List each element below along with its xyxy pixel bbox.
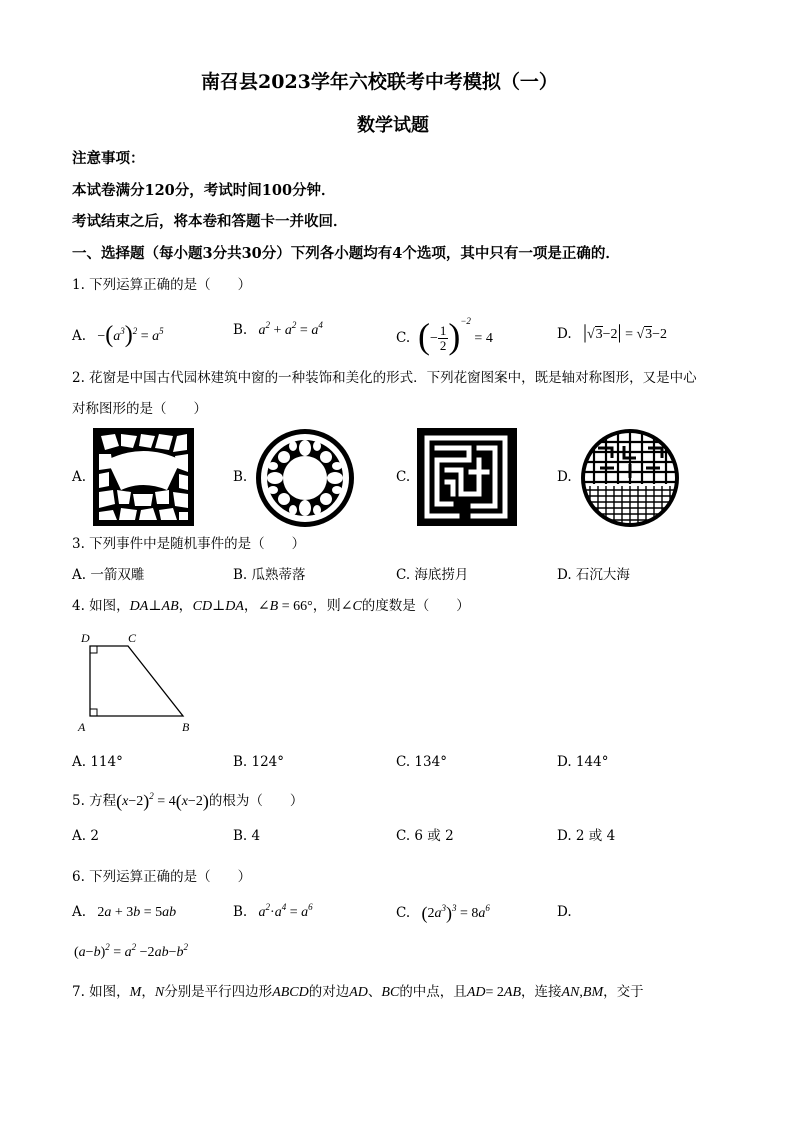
q1-option-b-label: B. xyxy=(233,322,248,338)
lattice-window-d xyxy=(580,428,680,528)
vertex-label-a: A xyxy=(78,720,86,734)
q5-option-c: C. 6 或 2 xyxy=(396,828,454,844)
notes-line-2: 考试结束之后，将本卷和答题卡一并收回． xyxy=(72,213,348,230)
q6-option-d xyxy=(557,906,572,920)
q6-option-b-label: B. xyxy=(233,904,248,920)
exam-title: 南召县2023学年六校联考中考模拟（一） xyxy=(201,71,558,93)
q2-option-a-label: A. xyxy=(72,469,87,485)
q6-option-b-expr: $a^2\cdot a^4 = a^6$ xyxy=(251,902,313,920)
q7-mid-4: 的中点，且 xyxy=(399,984,467,1000)
q7-stem-prefix: 7. 如图， xyxy=(72,984,130,1000)
q4-stem-suffix: 的度数是（ ） xyxy=(361,598,470,614)
q6-option-b xyxy=(233,902,313,920)
q5-stem-prefix: 5. 方程 xyxy=(72,793,117,809)
q3-option-a: A. 一箭双雕 xyxy=(72,567,145,583)
q4-stem-prefix: 4. 如图， xyxy=(72,598,130,614)
q6-option-c xyxy=(396,902,490,921)
question-7-stem: 7. 如图，M，N分别是平行四边形ABCD的对边AD、BC的中点，且AD= 2AB，连接AN,BM，交于 xyxy=(72,984,644,1000)
lattice-window-a xyxy=(93,428,194,526)
q6-option-c-expr: $(2a^3)^3 = 8a^6$ xyxy=(421,903,490,923)
q3-option-b: B. 瓜熟蒂落 xyxy=(233,567,306,583)
trapezoid-figure xyxy=(76,630,196,738)
q1-option-a-label: A. xyxy=(72,328,87,344)
q5-option-b: B. 4 xyxy=(233,828,261,844)
q7-mid-2: 的对边 xyxy=(308,984,350,1000)
q2-option-c-label: C. xyxy=(396,469,411,485)
q1-option-c-expr: (− $\frac{1}{2}$ )$^{-2}$ = 4 xyxy=(417,316,493,356)
q7-stem-end: ，交于 xyxy=(603,984,644,1000)
lattice-window-b xyxy=(255,428,355,528)
q1-option-a-expr: $-(a^3)^2 = a^5$ xyxy=(97,322,164,348)
q1-option-c-label: C. xyxy=(396,330,411,346)
notes-line-1: 本试卷满分120分，考试时间100分钟． xyxy=(72,182,336,199)
vertex-label-b: B xyxy=(182,720,190,734)
q1-option-d-label: D. xyxy=(557,326,572,342)
q1-option-d-expr: |√3−2| = √3−2 xyxy=(582,321,668,343)
question-2-stem-line-1: 2. 花窗是中国古代园林建筑中窗的一种装饰和美化的形式．下列花窗图案中，既是轴对称图形，又是中心 xyxy=(72,370,697,386)
q7-mid-5: ，连接 xyxy=(521,984,562,1000)
vertex-label-c: C xyxy=(128,631,137,645)
q4-option-d: D. 144° xyxy=(557,754,609,770)
q6-option-c-label: C. xyxy=(396,905,411,921)
q3-option-c: C. 海底捞月 xyxy=(396,567,469,583)
vertex-label-d: D xyxy=(81,631,90,645)
q1-option-d xyxy=(557,322,667,342)
question-6-stem: 6. 下列运算正确的是（ ） xyxy=(72,869,252,885)
notes-heading: 注意事项： xyxy=(72,150,145,167)
q1-option-b-expr: $a^2 + a^2 = a^4$ xyxy=(251,320,323,338)
question-3-stem: 3. 下列事件中是随机事件的是（ ） xyxy=(72,536,306,552)
q1-option-b xyxy=(233,320,323,338)
question-1-stem: 1. 下列运算正确的是（ ） xyxy=(72,277,252,293)
q2-option-b-label: B. xyxy=(233,469,248,485)
q6-option-a xyxy=(72,906,176,920)
q1-option-c xyxy=(396,312,493,354)
q1-option-a xyxy=(72,321,164,348)
question-4-stem xyxy=(72,600,470,614)
q6-option-d-label: D. xyxy=(557,904,572,920)
lattice-window-c xyxy=(417,428,517,526)
q2-option-d-label: D. xyxy=(557,469,572,485)
q4-option-a: A. 114° xyxy=(72,754,123,770)
exam-subtitle: 数学试题 xyxy=(357,115,429,136)
q6-option-d-expr: $(a-b)^2 = a^2 -2ab-b^2$ xyxy=(74,942,188,960)
q4-conditions: DA⊥AB，CD⊥DA，∠B = 66°，则∠C xyxy=(129,599,362,614)
q7-mid-3: 、 xyxy=(367,984,382,1000)
q5-option-a: A. 2 xyxy=(72,828,99,844)
question-5-stem xyxy=(72,790,303,809)
q6-option-a-label: A. xyxy=(72,904,87,920)
q4-option-b: B. 124° xyxy=(233,754,285,770)
q6-option-a-expr: 2a + 3b = 5ab xyxy=(97,905,177,920)
q7-mid-1: 分别是平行四边形 xyxy=(164,984,273,1000)
q5-stem-suffix: 的根为（ ） xyxy=(208,793,304,809)
q4-option-c: C. 134° xyxy=(396,754,447,770)
q5-equation: $(x-2)^2 = 4(x-2)$ xyxy=(116,791,209,811)
q3-option-d: D. 石沉大海 xyxy=(557,567,630,583)
section-heading: 一、选择题（每小题3分共30分）下列各小题均有4个选项，其中只有一项是正确的． xyxy=(72,245,620,262)
q5-option-d: D. 2 或 4 xyxy=(557,828,616,844)
question-2-stem-line-2: 对称图形的是（ ） xyxy=(72,401,207,417)
